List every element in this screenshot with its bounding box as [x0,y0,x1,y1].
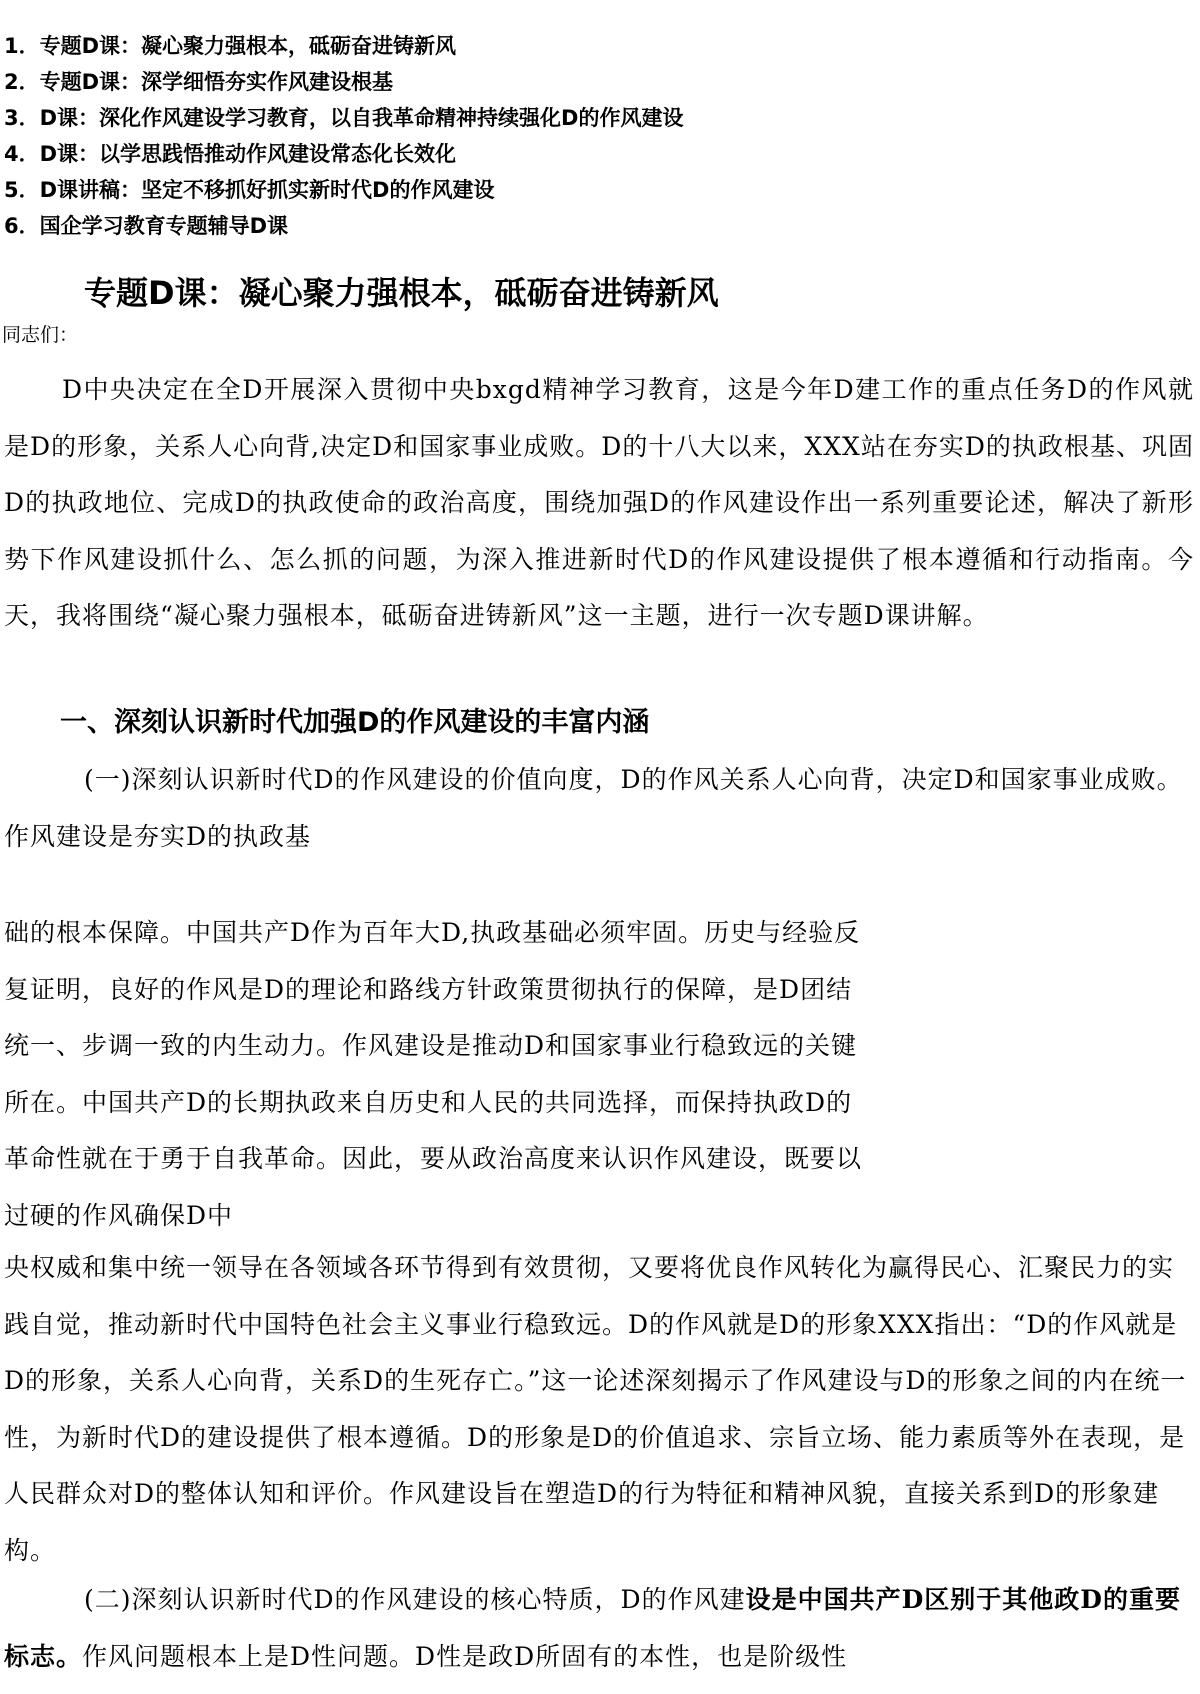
document-title: 专题D课：凝心聚力强根本，砥砺奋进铸新风 [84,274,719,312]
toc-item: 2．专题D课：深学细悟夯实作风建设根基 [4,70,394,94]
toc-item: 6．国企学习教育专题辅导D课 [4,214,289,238]
body-paragraph-2: (一)深刻认识新时代D的作风建设的价值向度，D的作风关系人心向背，决定D和国家事业成败。作风建设是夯实D的执政基 [4,765,1183,851]
toc-item: 4．D课：以学思践悟推动作风建设常态化长效化 [4,142,457,166]
table-of-contents [4,28,1184,244]
body-paragraph-4: 央权威和集中统一领导在各领域各环节得到有效贯彻，又要将优良作风转化为赢得民心、汇聚民力的实践自觉，推动新时代中国特色社会主义事业行稳致远。D的作风就是D的形象XXX指出：“D的作风就是D的形象，关系人心向背，关系D的生死存亡。”这一论述深刻揭示了作风建设与D的形象之间的内在统一性，为新时代D的建设提供了根本遵循。D的形象是D的价值追求、宗旨立场、能力素质等外在表现，是人民群众对D的整体认知和评价。作风建设旨在塑造D的行为特征和精神风貌，直接关系到D的形象建构。 [4,1253,1187,1565]
toc-item: 1．专题D课：凝心聚力强根本，砥砺奋进铸新风 [4,34,457,58]
paragraph-5-bold-phrase: 设是中国共产D区别于其他政D的重要标志。 [4,1585,1181,1671]
section-heading-1: 一、深刻认识新时代加强D的作风建设的丰富内涵 [60,707,650,738]
toc-item: 5．D课讲稿：坚定不移抓好抓实新时代D的作风建设 [4,178,495,202]
body-paragraph-5 [4,1572,1194,1685]
paragraph-5-tail: 作风问题根本上是D性问题。D性是政D所固有的本性，也是阶级性 [82,1641,848,1671]
body-paragraph-3: 础的根本保障。中国共产D作为百年大D,执政基础必须牢固。历史与经验反复证明，良好的作风是D的理论和路线方针政策贯彻执行的保障，是D团结统一、步调一致的内生动力。作风建设是推动D和国家事业行稳致远的关键所在。中国共产D的长期执政来自历史和人民的共同选择，而保持执政D的革命性就在于勇于自我革命。因此，要从政治高度来认识作风建设，既要以过硬的作风确保D中 [4,918,863,1230]
body-paragraph-1: D中央决定在全D开展深入贯彻中央bxgd精神学习教育，这是今年D建工作的重点任务D的作风就是D的形象，关系人心向背,决定D和国家事业成败。D的十八大以来，XXX站在夯实D的执政根基、巩固D的执政地位、完成D的执政使命的政治高度，围绕加强D的作风建设作出一系列重要论述，解决了新形势下作风建设抓什么、怎么抓的问题，为深入推进新时代D的作风建设提供了根本遵循和行动指南。今天，我将围绕“凝心聚力强根本，砥砺奋进铸新风”这一主题，进行一次专题D课讲解。 [4,375,1194,630]
paragraph-5-lead: (二)深刻认识新时代D的作风建设的核心特质，D的作风建 [84,1585,746,1614]
salutation: 同志们： [2,324,79,346]
toc-item: 3．D课：深化作风建设学习教育，以自我革命精神持续强化D的作风建设 [4,106,684,130]
